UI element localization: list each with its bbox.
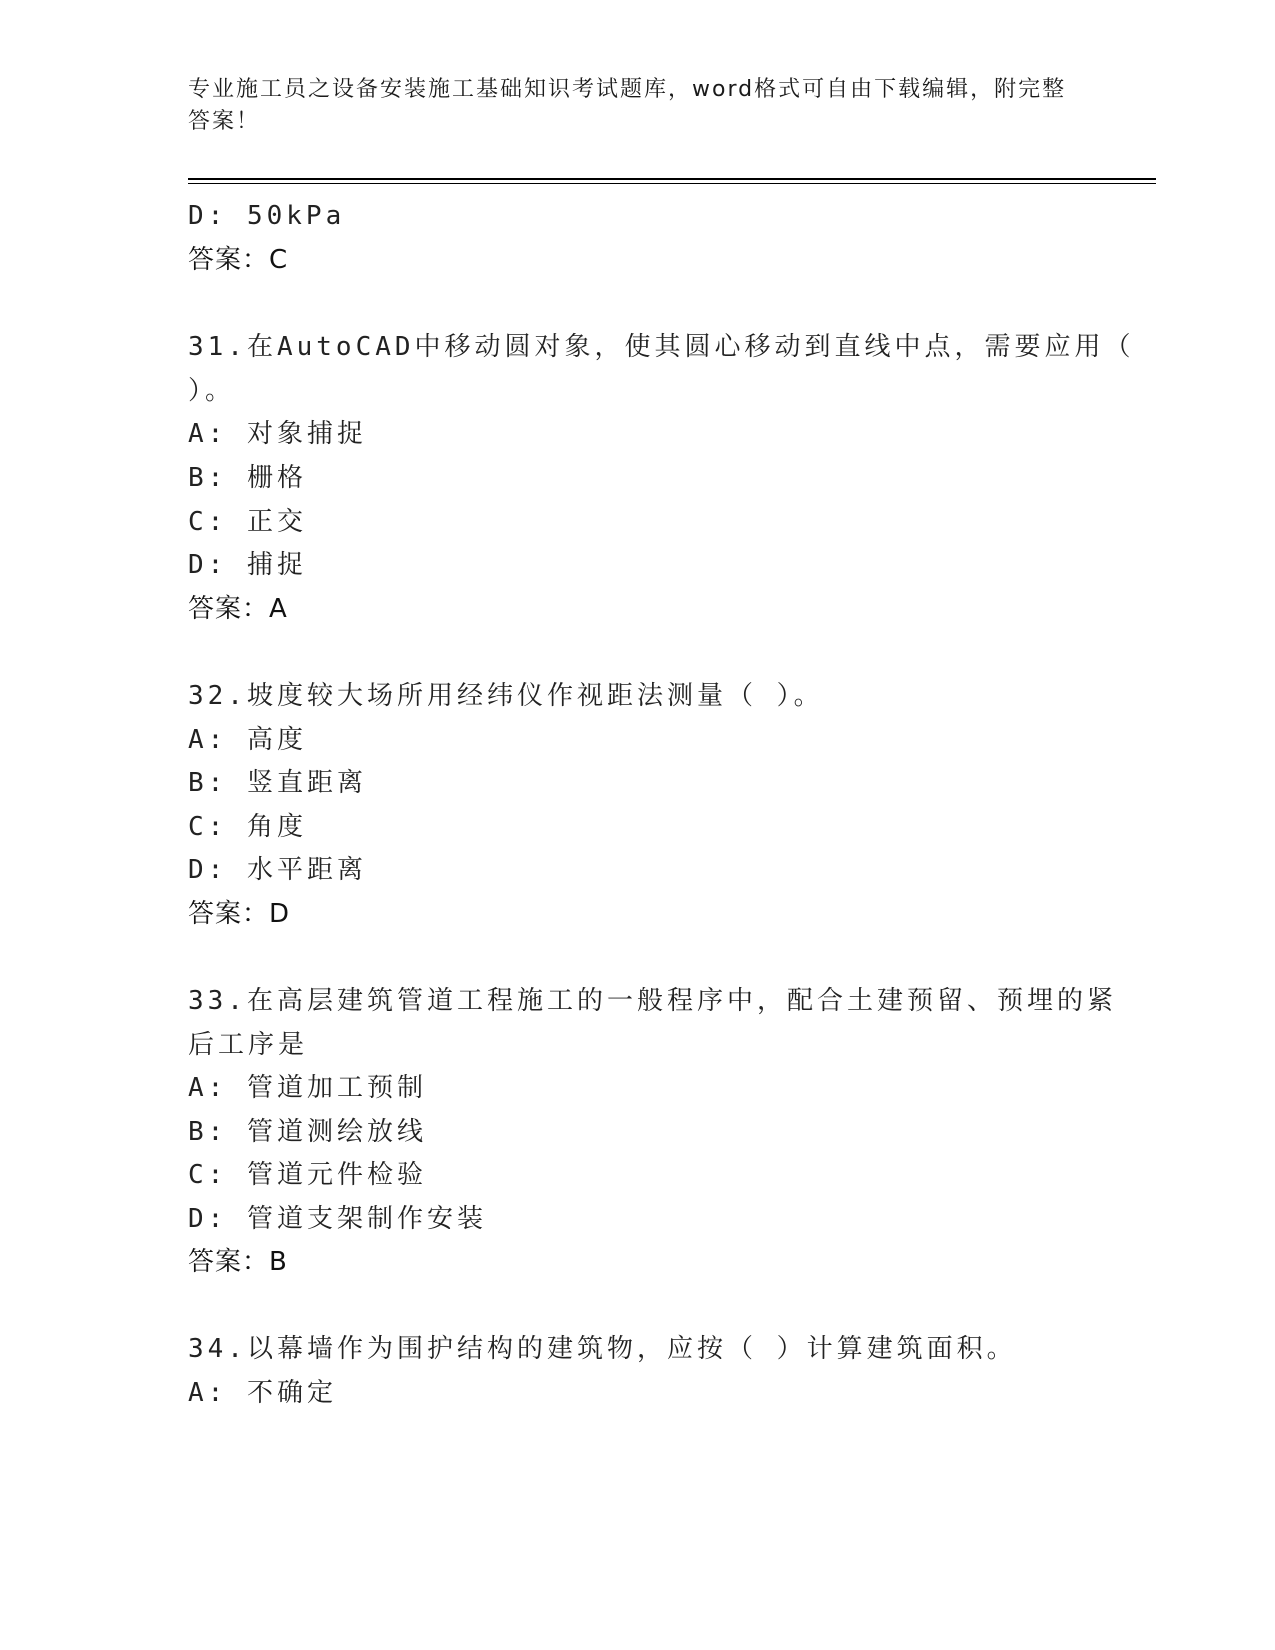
- header-divider-thick: [188, 178, 1156, 180]
- q33-option-a: A: 管道加工预制: [188, 1073, 427, 1103]
- q33-option-c: C: 管道元件检验: [188, 1160, 427, 1190]
- prev-option-d: D: 50kPa: [188, 201, 346, 231]
- q34-stem: 34.以幕墙作为围护结构的建筑物，应按（ ）计算建筑面积。: [188, 1334, 1017, 1364]
- header-divider-thin: [188, 183, 1156, 184]
- q34-option-a: A: 不确定: [188, 1378, 337, 1408]
- q33-stem-line1: 33.在高层建筑管道工程施工的一般程序中，配合土建预留、预埋的紧: [188, 986, 1117, 1016]
- prev-answer: 答案：C: [188, 245, 289, 275]
- document-header: 专业施工员之设备安装施工基础知识考试题库，word格式可自由下载编辑，附完整答案！: [188, 77, 1067, 134]
- q31-answer: 答案：A: [188, 594, 288, 624]
- q31-option-d: D: 捕捉: [188, 550, 307, 580]
- q31-stem-line2: ）。: [188, 376, 236, 406]
- q31-option-b: B: 栅格: [188, 463, 307, 493]
- q31-option-a: A: 对象捕捉: [188, 419, 367, 449]
- q32-option-c: C: 角度: [188, 812, 307, 842]
- q33-stem-line2: 后工序是: [188, 1030, 309, 1060]
- q31-option-c: C: 正交: [188, 507, 307, 537]
- q32-option-a: A: 高度: [188, 725, 307, 755]
- q31-stem-line1: 31.在AutoCAD中移动圆对象，使其圆心移动到直线中点，需要应用（: [188, 332, 1135, 362]
- q32-option-d: D: 水平距离: [188, 855, 367, 885]
- q32-answer: 答案：D: [188, 899, 291, 929]
- q32-option-b: B: 竖直距离: [188, 768, 367, 798]
- q32-stem: 32.坡度较大场所用经纬仪作视距法测量（ ）。: [188, 681, 824, 711]
- q33-option-b: B: 管道测绘放线: [188, 1117, 427, 1147]
- q33-answer: 答案：B: [188, 1247, 288, 1277]
- q33-option-d: D: 管道支架制作安装: [188, 1204, 487, 1234]
